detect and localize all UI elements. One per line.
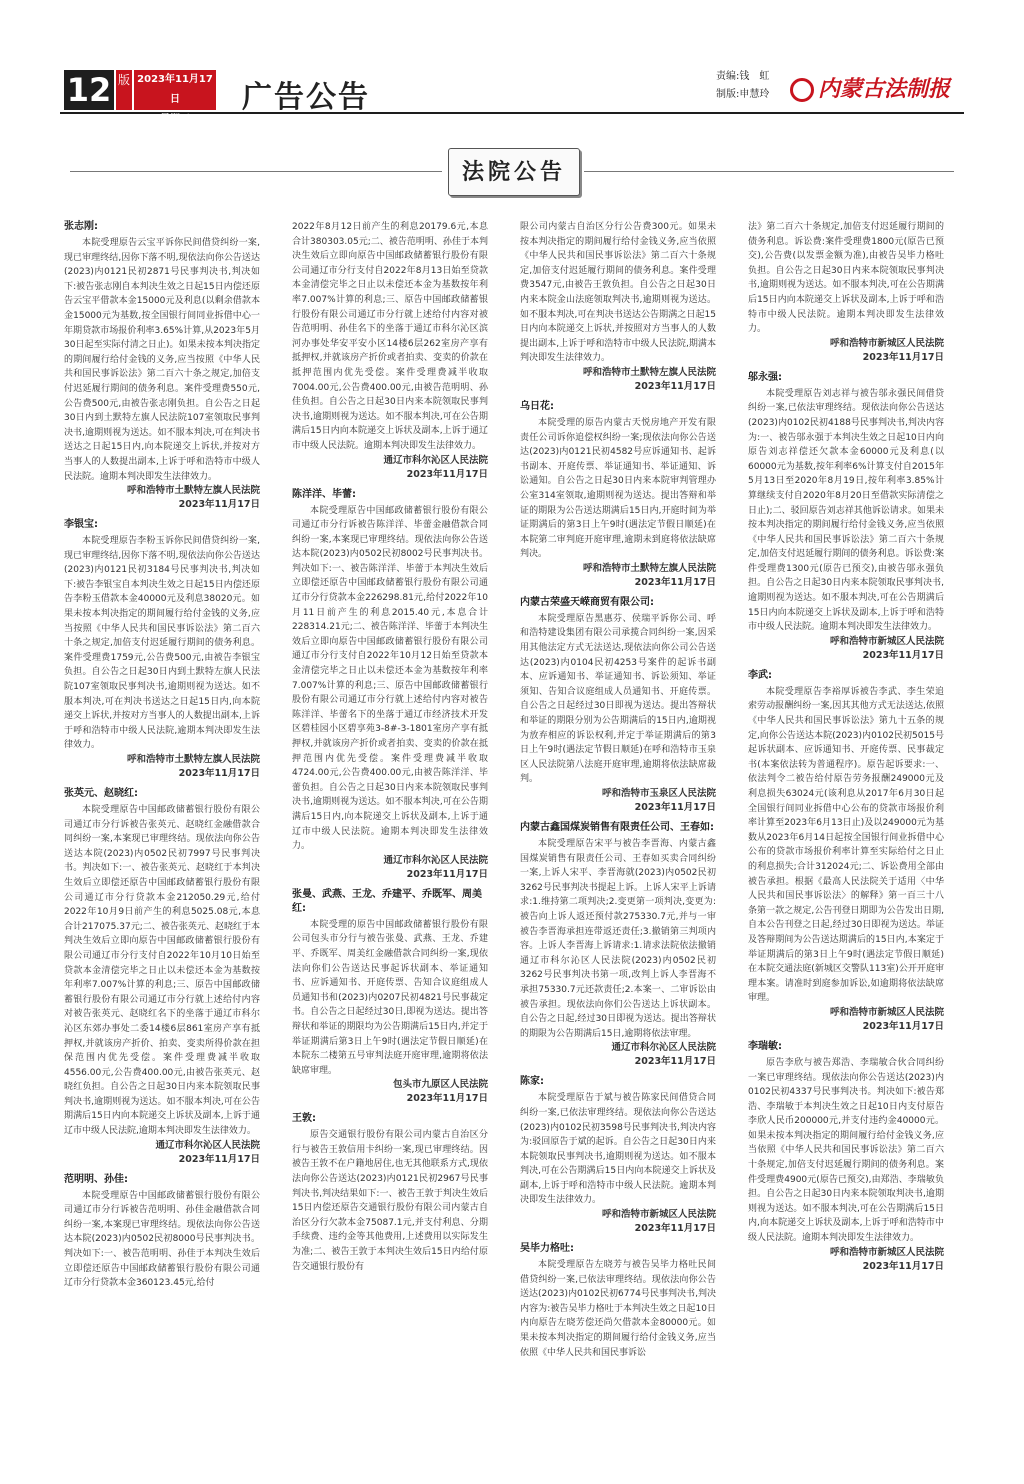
notice-body: 本院受理原告宋平与被告李晋海、内蒙古鑫国煤炭销售有限责任公司、王春如买卖合同纠纷一案,上诉人宋平、李晋海就(2023)内0502民初3262号民事判决书提起上诉。上诉人宋平上诉请求:1.维持第二项判决;2.变更第一项判决,变更为:被告向上诉人返还预付款275330.7元,并与一审被告李晋海承担连带返还责任;3.撤销第三判项内容。上诉人李晋海上诉请求:1.请求法院依法撤销通辽市科尔沁区人民法院(2023)内0502民初3262号民事判决书第一项,改判上诉人李晋海不承担75330.7元还款责任;2.本案一、二审诉讼由被告承担。现依法向你们公告送达上诉状副本。自公告之日起,经过30日即视为送达。提出答辩状的期限为公告期满后15日,逾期将依法审理。 — [520, 839, 716, 1039]
notice-date: 2023年11月17日 — [178, 499, 260, 511]
notice-body: 本院受理原告李粉玉诉你民间借贷纠纷一案,现已审理终结,因你下落不明,现依法向你公告送达(2023)内0121民初3184号民事判决书,判决如下:被告李银宝自本判决生效之日起15日内偿还原告李粉玉借款本金40000元及利息38020元。如果未按本判决指定的期间履行给付金钱的义务,应当按照《中华人民共和国民事诉讼法》第二百六十条之规定,加倍支付迟延履行期间的债务利息。案件受理费1759元,公告费500元,由被告李银宝负担。自公告之日起30日内到土默特左旗人民法院107室领取民事判决书,逾期则视为送达。如不服本判决,可在判决书送达之日起15日内,向本院递交上诉状,并按对方当事人的人数提出副本,上诉于呼和浩特市中级人民法院,逾期本判决即发生法律效力。 — [64, 536, 260, 751]
notice-addressee: 张英元、赵晓红: — [64, 788, 138, 799]
notice-entry — [64, 787, 260, 1167]
notice-addressee: 邬永强: — [748, 371, 782, 383]
notice-addressee: 王敦: — [292, 1113, 316, 1125]
notice-date: 2023年11月17日 — [406, 868, 488, 880]
notice-addressee: 吴毕力格吐: — [520, 1243, 574, 1255]
notice-addressee: 李银宝: — [64, 519, 98, 531]
section-title: 广告公告 — [242, 80, 370, 115]
notice-entry — [292, 888, 488, 1107]
notice-body: 本院受理原告中国邮政储蓄银行股份有限公司通辽市分行诉被告范明明、孙佳金融借款合同纠纷一案,本案现已审理终结。现依法向你公告送达本院(2023)内0502民初8000号民事判决书。判决如下:一、被告范明明、孙佳于本判决生效后立即偿还原告中国邮政储蓄银行股份有限公司通辽市分行贷款本金360123.45元,给付 — [64, 1190, 260, 1289]
notice-body: 本院受理的原告中国邮政储蓄银行股份有限公司包头市分行与被告张曼、武燕、王龙、乔建平、乔既军、周美红金融借款合同纠纷一案,现依法向你们公告送达民事起诉状副本、举证通知书、应诉通知书、开庭传票、告知合议庭组成人员通知书和(2023)内0207民初4821号民事裁定书。自公告之日起经过30日,即视为送达。提出答辩状和举证的期限均为公告期满后15日内,并定于举证期满后第3日上午9时(遇法定节假日顺延)在本院东二楼第五号审判法庭开庭审理,逾期将依法缺席审理。 — [292, 919, 488, 1076]
newspaper-logo — [790, 72, 950, 103]
issuing-court: 呼和浩特市新城区人民法院 — [601, 1209, 716, 1221]
notice-entry — [520, 1242, 716, 1360]
column-2 — [292, 220, 488, 1280]
notice-body: 2022年8月12日前产生的利息20179.6元,本息合计380303.05元;二、被告范明明、孙佳于本判决生效后立即向原告中国邮政储蓄银行股份有限公司通辽市分行支付自2022年8月13日始至贷款本金清偿完毕之日止以未偿还本金为基数按年利率7.007%计算的利息;三、原告中国邮政储蓄银行股份有限公司通辽市分行就上述给付内容对被告范明明、孙佳名下的坐落于通辽市科尔沁区滨河办事处华安平安小区14楼6层262室房产享有抵押权,并就该房产折价或者拍卖、变卖的价款在抵押范围内优先受偿。案件受理费减半收取7004.00元,公告费400.00元,由被告范明明、孙佳负担。自公告之日起30日内来本院领取民事判决书,逾期则视为送达。如不服本判决,可在公告期满后15日内向本院递交上诉状及副本,上诉于通辽市中级人民法院。逾期本判决即发生法律效力。 — [292, 222, 488, 451]
notice-entry — [520, 400, 716, 590]
notice-entry — [748, 220, 944, 365]
notice-addressee: 李武: — [748, 669, 772, 681]
notice-date: 2023年11月17日 — [178, 768, 260, 779]
banner-rule-left — [70, 171, 442, 172]
issuing-court: 包头市九原区人民法院 — [392, 1079, 488, 1091]
issuing-court: 通辽市科尔沁区人民法院 — [383, 454, 488, 466]
notice-body: 本院受理原告刘志祥与被告邬永强民间借贷纠纷一案,已依法审理终结。现依法向你公告送达(2023)内0102民初4188号民事判决书,判决内容为:一、被告邬永强于本判决生效之日起10日内向原告刘志祥偿还欠款本金60000元及利息(以60000元为基数,按年利率6%计算支付自2015年5月13日至2020年8月19日,按年利率3.85%计算继续支付自2020年8月20日至借款实际清偿之日止);二、驳回原告刘志祥其他诉讼请求。如果未按本判决指定的期间履行给付金钱义务,应当依照《中华人民共和国民事诉讼法》第二百六十条规定,加倍支付迟延履行期间的债务利息。诉讼费:案件受理费1300元(原告已预交),由被告邬永强负担。自公告之日起30日内来本院领取民事判决书,逾期则视为送达。如不服本判决,可在公告期满后15日内向本院递交上诉状及副本,上诉于呼和浩特市中级人民法院。逾期本判决即发生法律效力。 — [748, 388, 944, 633]
court-notice-banner: 法院公告 — [448, 148, 580, 196]
notice-date: 2023年11月17日 — [634, 802, 716, 813]
notice-entry — [520, 821, 716, 1069]
issuing-court: 呼和浩特市土默特左旗人民法院 — [126, 754, 260, 765]
issuing-court: 通辽市科尔沁区人民法院 — [383, 854, 488, 866]
notice-date: 2023年11月17日 — [862, 351, 944, 363]
notice-body: 本院受理原告中国邮政储蓄银行股份有限公司通辽市分行诉被告张英元、赵晓红金融借款合同纠纷一案,本案现已审理终结。现依法向你公告送达本院(2023)内0502民初7997号民事判决书。判决如下:一、被告张英元、赵晓红于本判决生效后立即偿还原告中国邮政储蓄银行股份有限公司通辽市分行贷款本金212050.29元,给付2022年10月9日前产生的利息5025.08元,本息合计217075.37元;二、被告张英元、赵晓红于本判决生效后立即向原告中国邮政储蓄银行股份有限公司通辽市分行支付自2022年10月10日始至贷款本金清偿完毕之日止以未偿还本金为基数按年利率7.007%计算的利息;三、原告中国邮政储蓄银行股份有限公司通辽市分行就上述给付内容对被告张英元、赵晓红名下的坐落于通辽市科尔沁区东郊办事处二委14楼6层861室房产享有抵押权,并就该房产折价、拍卖、变卖所得价款在担保范围内优先受偿。案件受理费减半收取4556.00元,公告费400.00元,由被告张英元、赵晓红负担。自公告之日起30日内来本院领取民事判决书,逾期则视为送达。如不服本判决,可在公告期满后15日内向本院递交上诉状及副本,上诉于通辽市中级人民法院,逾期本判决即发生法律效力。 — [64, 805, 260, 1137]
notice-entry — [748, 371, 944, 663]
masthead — [60, 68, 964, 125]
notice-addressee: 李瑞敏: — [748, 1040, 782, 1052]
issuing-court: 呼和浩特市土默特左旗人民法院 — [582, 562, 716, 574]
notice-date: 2023年11月17日 — [634, 1056, 716, 1068]
notice-entry — [64, 1173, 260, 1291]
notice-body: 本院受理原告黑惠芬、侯瑞平诉你公司、呼和浩特建设集团有限公司承揽合同纠纷一案,因采用其他法定方式无法送达,现依法向你公司公告送达(2023)内0104民初4253号案件的起诉书副本、应诉通知书、举证通知书、诉讼须知、举证须知、告知合议庭组成人员通知书、开庭传票。自公告之日起经过30日即视为送达。提出答辩状和举证的期限分别为公告期满后的15日内,逾期视为放弃相应的诉讼权利,并定于举证期满后的第3日上午9时(遇法定节假日顺延)在呼和浩特市玉泉区人民法院第八法庭开庭审理,逾期将依法缺席裁判。 — [520, 613, 716, 785]
notice-entry — [292, 1112, 488, 1274]
issue-date-box — [134, 70, 216, 125]
notice-addressee: 张曼、武燕、王龙、乔建平、乔既军、周美红: — [292, 888, 482, 914]
page-number: 12 — [64, 70, 114, 110]
issuing-court: 呼和浩特市新城区人民法院 — [829, 1246, 944, 1258]
notice-addressee: 内蒙古荣盛天嵘商贸有限公司: — [520, 596, 654, 608]
paper-name: 内蒙古法制报 — [817, 76, 950, 102]
notice-body: 本院受理原告云宝平诉你民间借贷纠纷一案,现已审理终结,因你下落不明,现依法向你公告送达(2023)内0121民初2871号民事判决书,判决如下:被告张志刚自本判决生效之日起15日内偿还原告云宝平借款本金15000元及利息(以剩余借款本金15000元为基数,按全国银行间同业拆借中心一年期贷款市场报价利率3.65%计算,从2023年5月30日起至实际付清之日止)。如果未按本判决指定的期间履行给付金钱的义务,应当按照《中华人民共和国民事诉讼法》第二百六十条之规定,加倍支付迟延履行期间的债务利息。案件受理费550元,公告费500元,由被告张志刚负担。自公告之日起30日内到土默特左旗人民法院107室领取民事判决书,逾期则视为送达。如不服本判决,可在判决书送达之日起15日内,向本院递交上诉状,并按对方当事人的人数提出副本,上诉于呼和浩特市中级人民法院。逾期本判决即发生法律效力。 — [64, 238, 260, 482]
notice-entry — [748, 1040, 944, 1274]
notice-entry — [748, 669, 944, 1034]
notice-body: 限公司内蒙古自治区分行公告费300元。如果未按本判决指定的期间履行给付金钱义务,应当依照《中华人民共和国民事诉讼法》第二百六十条规定,加倍支付迟延履行期间的债务利息。案件受理费3547元,由被告王敦负担。自公告之日起30日内来本院金山法庭领取判决书,逾期则视为送达。如不服本判决,可在判决书送达公告期满之日起15日内向本院递交上诉状,并按照对方当事人的人数提出副本,上诉于呼和浩特市中级人民法院,期满本判决即发生法律效力。 — [520, 222, 716, 364]
notice-addressee: 陈家: — [520, 1076, 544, 1088]
notice-addressee: 张志刚: — [64, 221, 98, 232]
notice-date: 2023年11月17日 — [634, 576, 716, 588]
notice-body: 本院受理原告左晓芳与被告吴毕力格吐民间借贷纠纷一案,已依法审理终结。现依法向你公告送达(2023)内0102民初6774号民事判决书,判决内容为:被告吴毕力格吐于本判决生效之日起10日内向原告左晓芳偿还尚欠借款本金80000元。如果未按本判决指定的期间履行给付金钱义务,应当依照《中华人民共和国民事诉讼 — [520, 1260, 716, 1358]
notice-body: 本院受理原告于斌与被告陈家民间借贷合同纠纷一案,已依法审理终结。现依法向你公告送达(2023)内0102民初3598号民事判决书,判决内容为:驳回原告于斌的起诉。自公告之日起30日内来本院领取民事判决书,逾期则视为送达。如不服本判决,可在公告期满后15日内向本院递交上诉状及副本,上诉于呼和浩特市中级人民法院。逾期本判决即发生法律效力。 — [520, 1093, 716, 1206]
notice-entry — [520, 596, 716, 815]
issue-date: 2023年11月17日 — [137, 74, 213, 105]
editor-credits — [716, 68, 769, 104]
logo-icon — [790, 78, 814, 102]
notice-body: 原告李欣与被告郑浩、李瑞敏合伙合同纠纷一案已审理终结。现依法向你公告送达(2023)内0102民初4337号民事判决书。判决如下:被告郑浩、李瑞敏于本判决生效之日起10日内支付原告李欣人民币200000元,并支付违约金40000元。如果未按本判决指定的期间履行给付金钱义务,应当依照《中华人民共和国民事诉讼法》第二百六十条规定,加倍支付迟延履行期间的债务利息。案件受理费4900元(原告已预交),由郑浩、李瑞敏负担。自公告之日起30日内来本院领取判决书,逾期则视为送达。如不服本判决,可在公告期满后15日内,向本院递交上诉状及副本,上诉于呼和浩特市中级人民法院。逾期本判决即发生法律效力。 — [748, 1057, 944, 1244]
column-1 — [64, 220, 260, 1297]
issuing-court: 呼和浩特市土默特左旗人民法院 — [126, 485, 260, 497]
notice-body: 本院受理的原告内蒙古天悦房地产开发有限责任公司诉你追偿权纠纷一案;现依法向你公告送达(2023)内0121民初4582号应诉通知书、起诉书副本、开庭传票、举证通知书、举证通知、诉讼通知。自公告之日起30日内来本院审判管理办公室314室领取,逾期则视为送达。提出答辩和举证的期限为公告送达期满后15日内,开庭时间为举证期满后的第3日上午9时(遇法定节假日顺延)在本院第二审判庭开庭审理,逾期未到庭将依法缺席判决。 — [520, 417, 716, 560]
notice-addressee: 乌日花: — [520, 400, 554, 412]
notice-date: 2023年11月17日 — [862, 1020, 944, 1032]
column-4 — [748, 220, 944, 1280]
notice-date: 2023年11月17日 — [406, 468, 488, 480]
producer: 制版:申慧玲 — [716, 89, 770, 100]
notice-date: 2023年11月17日 — [178, 1153, 260, 1165]
notice-date: 2023年11月17日 — [634, 380, 716, 392]
notice-entry — [292, 488, 488, 882]
notice-date: 2023年11月17日 — [634, 1223, 716, 1235]
notice-addressee: 内蒙古鑫国煤炭销售有限责任公司、王春如: — [520, 822, 714, 833]
page-label: 版 — [116, 70, 132, 110]
issuing-court: 通辽市科尔沁区人民法院 — [155, 1139, 260, 1151]
notice-addressee: 范明明、孙佳: — [64, 1173, 128, 1185]
notice-entry — [520, 1075, 716, 1236]
issuing-court: 呼和浩特市新城区人民法院 — [829, 337, 944, 349]
issue-weekday: 星期五 — [160, 114, 190, 125]
notice-date: 2023年11月17日 — [862, 1260, 944, 1272]
notice-body: 本院受理原告李裕厚诉被告李武、李生荣追索劳动报酬纠纷一案,因其其他方式无法送达,依照《中华人民共和国民事诉讼法》第九十五条的规定,向你公告送达本院(2023)内0102民初5015号起诉状副本、应诉通知书、开庭传票、民事裁定书(本案依法转为普通程序)。原告起诉要求:一、依法判令二被告给付原告劳务报酬249000元及利息损失63024元(该利息从2017年6月30日起全国银行间同业拆借中心公布的贷款市场报价利率计算至2023年6月13日止)及以249000元为基数从2023年6月14日起按全国银行间业拆借中心公布的贷款市场报价利率计算至实际给付之日止的利息损失;合计312024元;二、诉讼费用全部由被告承担。根据《最高人民法院关于适用〈中华人民共和国民事诉讼法〉的解释》第一百三十八条第一款之规定,公告刊登日期即为公告发出日期,自本公告刊登之日起,经过30日即视为送达。举证及答辩期间为公告送达期满后的15日内,本案定于举证期满后的第3日上午9时(遇法定节假日顺延)在本院交通法庭(新城区交警队113室)公开开庭审理本案。请准时到庭参加诉讼,如逾期将依法缺席审理。 — [748, 686, 944, 1004]
notice-body: 本院受理原告中国邮政储蓄银行股份有限公司通辽市分行诉被告陈洋洋、毕蕾金融借款合同纠纷一案,本案现已审理终结。现依法向你公告送达本院(2023)内0502民初8002号民事判决书。判决如下:一、被告陈洋洋、毕蕾于本判决生效后立即偿还原告中国邮政储蓄银行股份有限公司通辽市分行贷款本金226298.81元,给付2022年10月11日前产生的利息2015.40元,本息合计228314.21元;二、被告陈洋洋、毕蕾于本判决生效后立即向原告中国邮政储蓄银行股份有限公司通辽市分行支付自2022年10月12日始至贷款本金清偿完毕之日止以未偿还本金为基数按年利率7.007%计算的利息;三、原告中国邮政储蓄银行股份有限公司通辽市分行就上述给付内容对被告陈洋洋、毕蕾名下的坐落于通辽市经济技术开发区碧桂园小区碧享苑3-8#-3-1801室房产享有抵押权,并就该房产折价或者拍卖、变卖的价款在抵押范围内优先受偿。案件受理费减半收取4724.00元,公告费400.00元,由被告陈洋洋、毕蕾负担。自公告之日起30日内来本院领取民事判决书,逾期则视为送达。如不服本判决,可在公告期满后15日内,向本院递交上诉状及副本,上诉于通辽市中级人民法院。逾期本判决即发生法律效力。 — [292, 505, 488, 852]
notice-addressee: 陈洋洋、毕蕾: — [292, 488, 356, 500]
notice-entry — [292, 220, 488, 482]
notice-entry — [520, 220, 716, 394]
issuing-court: 呼和浩特市新城区人民法院 — [829, 1006, 944, 1018]
issuing-court: 呼和浩特市土默特左旗人民法院 — [582, 366, 716, 378]
notice-body: 原告交通银行股份有限公司内蒙古自治区分行与被告王敦信用卡纠纷一案,现已审理终结。因被告王敦不在户籍地居住,也无其他联系方式,现依法向你公告送达(2023)内0121民初2967号民事判决书,判决结果如下:一、被告王敦于判决生效后15日内偿还原告交通银行股份有限公司内蒙古自治区分行欠款本金75087.1元,并支付利息、分期手续费、违约金等其他费用,上述费用以实际发生为准;二、被告王敦于本判决生效后15日内给付原告交通银行股份有 — [292, 1130, 488, 1272]
notice-date: 2023年11月17日 — [862, 649, 944, 661]
issuing-court: 呼和浩特市玉泉区人民法院 — [601, 788, 716, 799]
notice-body: 法》第二百六十条规定,加倍支付迟延履行期间的债务利息。诉讼费:案件受理费1800元(原告已预交),公告费(以发票金额为准),由被告吴毕力格吐负担。自公告之日起30日内来本院领取民事判决书,逾期则视为送达。如不服本判决,可在公告期满后15日内向本院递交上诉状及副本,上诉于呼和浩特市中级人民法院。逾期本判决即发生法律效力。 — [748, 222, 944, 335]
banner-rule-right — [584, 171, 954, 172]
issuing-court: 呼和浩特市新城区人民法院 — [829, 635, 944, 647]
issuing-court: 通辽市科尔沁区人民法院 — [611, 1042, 716, 1054]
notice-entry — [64, 518, 260, 781]
notice-date: 2023年11月17日 — [406, 1093, 488, 1105]
editor: 责编:钱 虹 — [716, 71, 770, 82]
notice-entry — [64, 220, 260, 512]
column-3 — [520, 220, 716, 1366]
